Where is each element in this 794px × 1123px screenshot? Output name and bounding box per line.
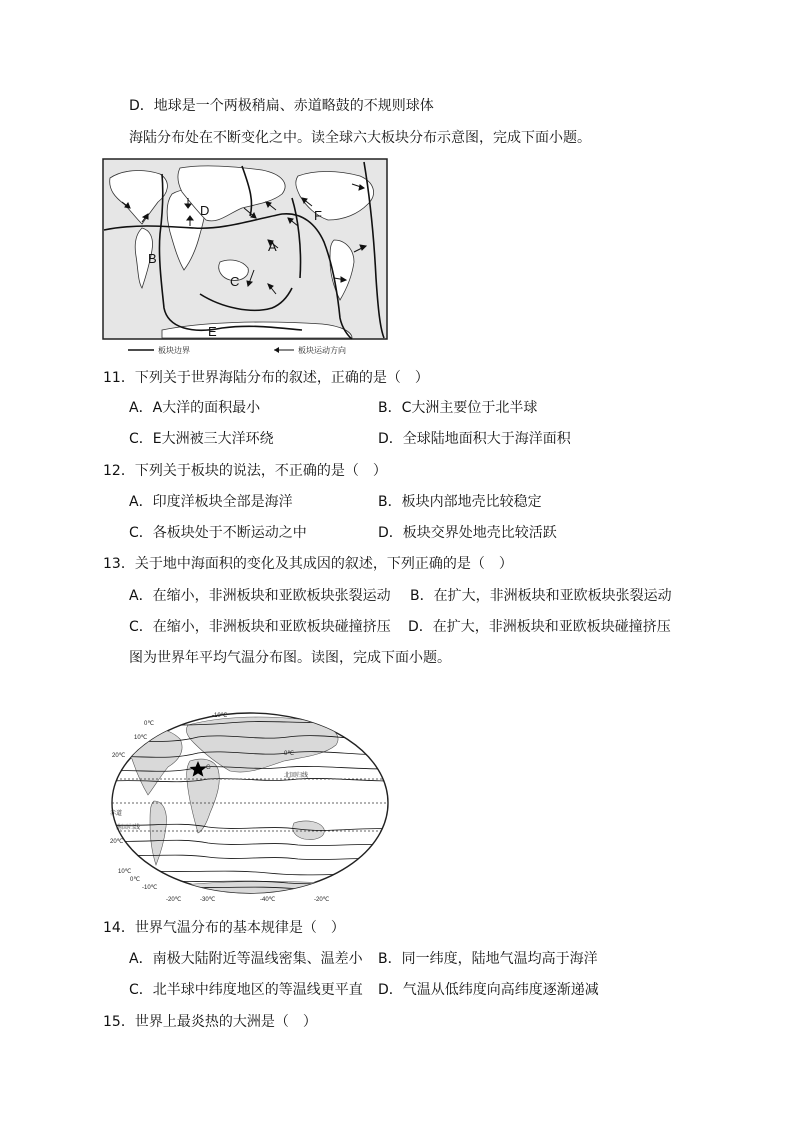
iso-label-20-n: 20℃: [112, 753, 126, 759]
intro-temperature-map: 图为世界年平均气温分布图。读图，完成下面小题。: [129, 650, 451, 666]
plate-label-c: C: [230, 274, 240, 289]
q13-option-b[interactable]: B．在扩大，非洲板块和亚欧板块张裂运动: [410, 588, 672, 604]
question-13-stem: 13．关于地中海面积的变化及其成因的叙述，下列正确的是（ ）: [103, 556, 513, 572]
q12-option-d[interactable]: D．板块交界处地壳比较活跃: [378, 525, 557, 541]
plate-map-figure: [102, 158, 388, 358]
plate-label-d: D: [200, 203, 210, 218]
q14-option-c[interactable]: C．北半球中纬度地区的等温线更平直: [129, 982, 363, 998]
plate-label-e: E: [208, 324, 217, 339]
question-15-stem: 15．世界上最炎热的大洲是（ ）: [103, 1014, 317, 1030]
question-14-stem: 14．世界气温分布的基本规律是（ ）: [103, 920, 345, 936]
iso-label-neg10-s: -10℃: [142, 885, 158, 891]
legend-boundary: 板块边界: [158, 346, 190, 355]
q13-option-d[interactable]: D．在扩大，非洲板块和亚欧板块碰撞挤压: [408, 619, 671, 635]
iso-label-10-n: 10℃: [134, 735, 148, 741]
tropic-south-label: 南回归线: [116, 825, 141, 831]
plate-label-f: F: [314, 208, 322, 223]
equator-label: 赤道: [110, 811, 123, 817]
iso-label-neg30-s: -30℃: [200, 897, 216, 903]
point-g-label: G: [206, 765, 211, 771]
plate-label-b: B: [148, 251, 157, 266]
q12-option-a[interactable]: A．印度洋板块全部是海洋: [129, 494, 293, 510]
q12-option-c[interactable]: C．各板块处于不断运动之中: [129, 525, 307, 541]
iso-label-0-right: 0℃: [284, 751, 295, 757]
question-11-stem: 11．下列关于世界海陆分布的叙述，正确的是（ ）: [103, 370, 429, 386]
legend: [128, 345, 346, 355]
q11-option-b[interactable]: B．C大洲主要位于北半球: [378, 400, 538, 416]
temperature-map-figure: [108, 705, 392, 905]
iso-label-0: 0℃: [144, 721, 155, 727]
q11-option-c[interactable]: C．E大洲被三大洋环绕: [129, 431, 274, 447]
q11-option-a[interactable]: A．A大洋的面积最小: [129, 400, 261, 416]
iso-label-neg20-s-right: -20℃: [314, 897, 330, 903]
iso-label-top-neg10: -10℃: [212, 713, 228, 719]
tropic-north-label: 北回归线: [284, 773, 309, 779]
q14-option-d[interactable]: D．气温从低纬度向高纬度逐渐递减: [378, 982, 599, 998]
q13-option-c[interactable]: C．在缩小，非洲板块和亚欧板块碰撞挤压: [129, 619, 391, 635]
iso-label-20-s: 20℃: [110, 839, 124, 845]
temperature-map: [108, 705, 392, 905]
q14-option-b[interactable]: B．同一纬度，陆地气温均高于海洋: [378, 951, 598, 967]
q12-option-b[interactable]: B．板块内部地壳比较稳定: [378, 494, 542, 510]
legend-motion: 板块运动方向: [298, 346, 346, 355]
intro-plate-map: 海陆分布处在不断变化之中。读全球六大板块分布示意图，完成下面小题。: [129, 130, 591, 146]
q11-option-d[interactable]: D．全球陆地面积大于海洋面积: [378, 431, 571, 447]
iso-label-neg20-s: -20℃: [166, 897, 182, 903]
iso-label-10-s: 10℃: [118, 869, 132, 875]
q14-option-a[interactable]: A．南极大陆附近等温线密集、温差小: [129, 951, 363, 967]
plate-map: [102, 158, 388, 358]
iso-label-0-s: 0℃: [130, 877, 141, 883]
iso-label-neg40-s: -40℃: [260, 897, 276, 903]
plate-label-a: A: [268, 239, 277, 254]
q13-option-a[interactable]: A．在缩小，非洲板块和亚欧板块张裂运动: [129, 588, 391, 604]
question-12-stem: 12．下列关于板块的说法，不正确的是（ ）: [103, 463, 387, 479]
previous-option-d: D．地球是一个两极稍扁、赤道略鼓的不规则球体: [129, 98, 434, 114]
